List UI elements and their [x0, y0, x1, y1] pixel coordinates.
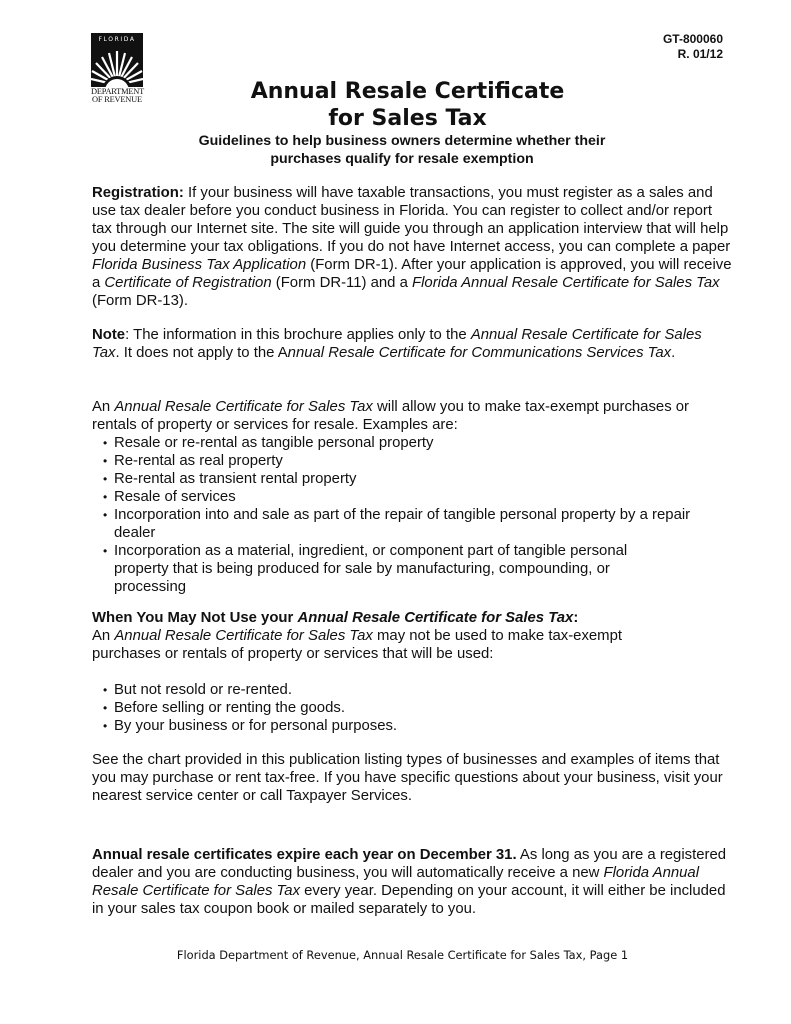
not-allowed-paragraph	[92, 627, 732, 663]
cert-name: Annual Resale Certificate for Sales Tax	[114, 628, 373, 644]
expiration-bold: Annual resale certificates expire each year on December 31.	[92, 847, 517, 863]
registration-paragraph	[92, 184, 732, 310]
subtitle-line-1: Guidelines to help business owners determine whether their	[198, 133, 606, 149]
registration-text: (Form DR-1). After your application is approved, you will receive a	[92, 257, 732, 291]
note-text: . It does not apply to the A	[115, 345, 288, 361]
form-dr13-name: Florida Annual Resale Certificate for Sales Tax	[412, 275, 720, 291]
allowed-examples-list	[92, 434, 732, 596]
heading-colon: :	[573, 610, 579, 626]
list-item: • Incorporation into and sale as part of the repair of tangible personal property by a repair dealer	[92, 506, 732, 542]
registration-text: (Form DR-11) and a	[271, 275, 413, 291]
not-allowed-section	[92, 609, 732, 735]
allowed-text: An	[92, 399, 115, 415]
note-text: .	[671, 345, 676, 361]
page-footer: Florida Department of Revenue, Annual Resale Certificate for Sales Tax, Page 1	[176, 948, 629, 962]
revision-date: R. 01/12	[677, 47, 723, 61]
allowed-section	[92, 398, 732, 596]
expiration-text: As long as you are a registered dealer and you are conducting business, you will automatically receive a new	[92, 847, 727, 881]
cert-name: Florida Annual Resale Certificate for Sales Tax	[92, 865, 699, 899]
not-allowed-text: An	[92, 628, 115, 644]
list-item: • By your business or for personal purposes.	[92, 717, 732, 735]
form-identifier	[663, 32, 723, 62]
cert-name: Annual Resale Certificate for Sales Tax	[114, 399, 373, 415]
note-section	[92, 326, 732, 362]
title-line-1: Annual Resale Certificate	[250, 79, 565, 104]
page-title	[0, 78, 791, 132]
registration-text: (Form DR-13).	[92, 293, 188, 309]
heading-cert-name: Annual Resale Certificate for Sales Tax	[297, 610, 574, 626]
list-item: • Incorporation as a material, ingredient, or component part of tangible personal property that is being produced for sale by manufacturing, compounding, or processing	[92, 542, 732, 596]
not-allowed-heading	[92, 609, 732, 627]
cert-name: Annual Resale Certificate for Sales Tax	[92, 327, 702, 361]
form-dr1-name: Florida Business Tax Application	[92, 257, 307, 273]
form-number: GT-800060	[662, 32, 723, 46]
cert-name: nnual Resale Certificate for Communications Services Tax	[287, 345, 672, 361]
list-item: • Before selling or renting the goods.	[92, 699, 732, 717]
registration-label: Registration:	[92, 185, 184, 201]
chart-reference-paragraph: See the chart provided in this publication listing types of businesses and examples of items that you may purchase or rent tax-free. If you have specific questions about your business, visit your nearest service center or call Taxpayer Services.	[92, 752, 723, 804]
allowed-paragraph	[92, 398, 732, 434]
list-item: • Re-rental as real property	[92, 452, 732, 470]
expiration-text: every year. Depending on your account, it will either be included in your sales tax coupon book or mailed separately to you.	[92, 883, 726, 917]
list-item: • Resale or re-rental as tangible personal property	[92, 434, 732, 452]
note-label: Note	[92, 327, 126, 343]
list-item: • Re-rental as transient rental property	[92, 470, 732, 488]
list-item: • Resale of services	[92, 488, 732, 506]
not-allowed-text: may not be used to make tax-exempt purchases or rentals of property or services that will be used:	[92, 628, 623, 662]
form-dr11-name: Certificate of Registration	[104, 275, 272, 291]
logo-line-1: DEPARTMENT	[91, 87, 145, 96]
expiration-paragraph	[92, 846, 732, 918]
logo-word: FLORIDA	[98, 36, 136, 43]
expiration-section	[92, 846, 732, 918]
title-line-2: for Sales Tax	[328, 106, 487, 131]
subtitle-line-2: purchases qualify for resale exemption	[270, 151, 534, 167]
heading-text: When You May Not Use your	[92, 610, 298, 626]
not-allowed-list	[92, 681, 732, 735]
list-item: • But not resold or re-rented.	[92, 681, 732, 699]
note-paragraph	[92, 326, 732, 362]
page-subtitle	[92, 132, 712, 168]
chart-reference-section	[92, 751, 732, 805]
registration-text: If your business will have taxable transactions, you must register as a sales and use tax dealer before you conduct business in Florida. You can register to collect and/or report tax through our Internet site. The site will guide you through an application interview that will help you determine your tax obligations. If you do not have Internet access, you can complete a paper	[92, 185, 731, 255]
logo-line-2: OF REVENUE	[92, 95, 142, 104]
allowed-text: will allow you to make tax-exempt purchases or rentals of property or services for resale. Examples are:	[92, 399, 690, 433]
note-text: : The information in this brochure applies only to the	[125, 327, 471, 343]
registration-section	[92, 184, 732, 310]
